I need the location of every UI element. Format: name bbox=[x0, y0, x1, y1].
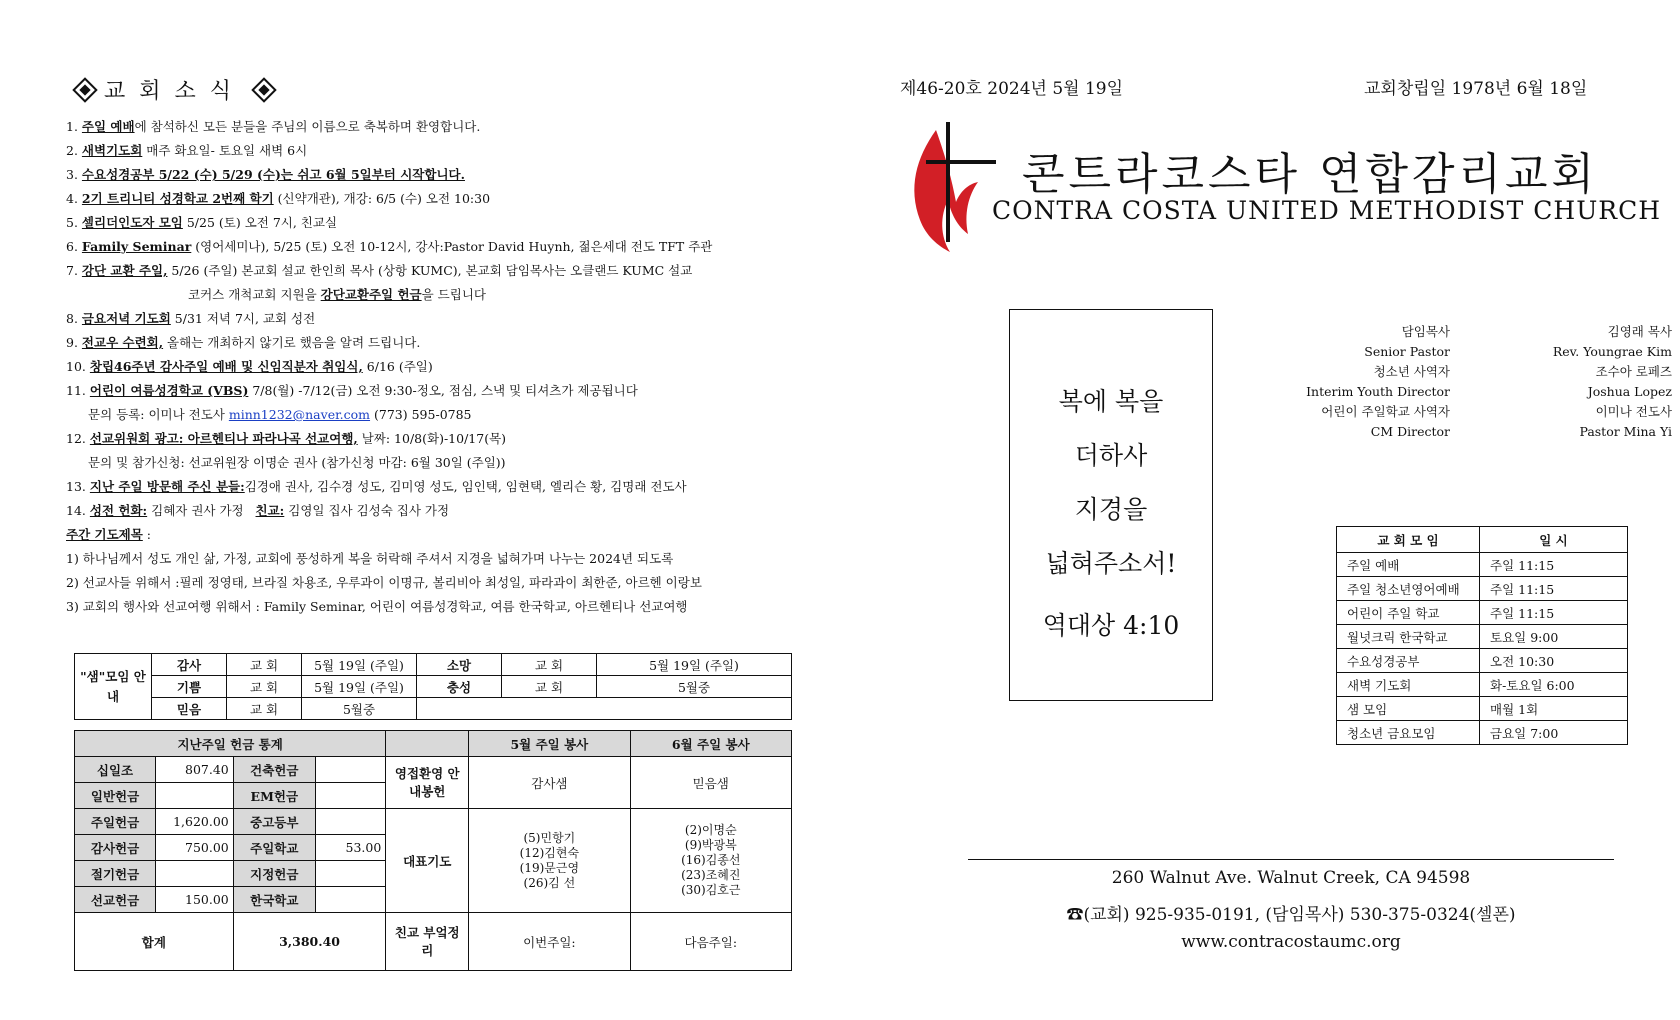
greet-may: 감사샘 bbox=[469, 757, 630, 809]
verse-reference: 역대상 4:10 bbox=[1042, 611, 1180, 640]
offering-value: 1,620.00 bbox=[156, 809, 234, 835]
may-service-head: 5월 주일 봉사 bbox=[469, 731, 630, 757]
offering-label: 건축헌금 bbox=[233, 757, 315, 783]
issue-date: 제46-20호 2024년 5월 19일 bbox=[900, 79, 1124, 99]
prayer-item: 2) 선교사들 위해서 :필레 정영태, 브라질 차용조, 우루과이 이명규, 볼리비아 최성일, 파라과이 최한준, 아르헨 이랑보 bbox=[66, 575, 702, 590]
greet-june: 믿음샘 bbox=[630, 757, 791, 809]
meeting-name: 월넛크릭 한국학교 bbox=[1337, 625, 1480, 649]
news-item: 2. 새벽기도회 매주 화요일- 토요일 새벽 6시 bbox=[66, 143, 308, 158]
sam-cell: 감사 bbox=[152, 654, 227, 676]
sam-cell: 5월 19일 (주일) bbox=[597, 654, 792, 676]
meeting-row bbox=[1337, 577, 1628, 601]
news-item: 5. 셀리더인도자 모임 5/25 (토) 오전 7시, 친교실 bbox=[66, 215, 338, 230]
staff-name: Joshua Lopez bbox=[1587, 384, 1672, 399]
offering-value bbox=[156, 783, 234, 809]
offering-label: 주일학교 bbox=[233, 835, 315, 861]
service-corner bbox=[386, 731, 469, 757]
vbs-contact: 문의 등록: 이미나 전도사 minn1232@naver.com (773) 595-0785 bbox=[88, 407, 472, 422]
fellowship-june: 다음주일: bbox=[630, 913, 791, 971]
staff-role: 담임목사 bbox=[1401, 324, 1450, 339]
sam-cell: 교 회 bbox=[227, 676, 302, 698]
sam-label: "샘"모임 안내 bbox=[75, 654, 152, 720]
offering-value bbox=[315, 809, 385, 835]
staff-name: 이미나 전도사 bbox=[1595, 404, 1672, 419]
staff-list bbox=[1290, 322, 1672, 442]
offering-label: 한국학교 bbox=[233, 887, 315, 913]
news-item-13: 13. 지난 주일 방문해 주신 분들:김경애 권사, 김수경 성도, 김미영 성도, 임인택, 임현택, 엘리슨 황, 김명래 전도사 bbox=[66, 479, 687, 494]
meeting-name: 청소년 금요모임 bbox=[1337, 721, 1480, 745]
cross-flame-logo bbox=[906, 118, 1006, 258]
verse-line: 복에 복을 bbox=[1058, 387, 1164, 416]
greet-label: 영접환영 안내봉헌 bbox=[386, 757, 469, 809]
offering-label: 절기헌금 bbox=[75, 861, 156, 887]
news-title: 교회소식 bbox=[66, 74, 796, 105]
footer-divider bbox=[968, 859, 1614, 860]
staff-row bbox=[1290, 322, 1672, 342]
prayer-list bbox=[66, 547, 796, 619]
prayer-leader-may: (5)민항기 (12)김현숙 (19)문근영 (26)김 선 bbox=[469, 809, 630, 913]
news-item: 4. 2기 트리니티 성경학교 2번째 학기 (신약개관), 개강: 6/5 (수) 오전 10:30 bbox=[66, 191, 491, 206]
sam-cell: 5월 19일 (주일) bbox=[302, 654, 417, 676]
verse-line: 더하사 bbox=[1074, 441, 1148, 470]
offering-value bbox=[315, 783, 385, 809]
meeting-name: 샘 모임 bbox=[1337, 697, 1480, 721]
offering-value bbox=[156, 861, 234, 887]
offering-label: 일반헌금 bbox=[75, 783, 156, 809]
founding-date: 교회창립일 1978년 6월 18일 bbox=[1364, 79, 1588, 99]
meeting-name: 주일 청소년영어예배 bbox=[1337, 577, 1480, 601]
church-address: 260 Walnut Ave. Walnut Creek, CA 94598 bbox=[1111, 868, 1471, 888]
meeting-row bbox=[1337, 601, 1628, 625]
church-news bbox=[66, 70, 796, 619]
sam-cell: 교 회 bbox=[502, 654, 597, 676]
offering-value: 150.00 bbox=[156, 887, 234, 913]
meeting-row bbox=[1337, 673, 1628, 697]
prayer-item: 3) 교회의 행사와 선교여행 위해서 : Family Seminar, 어린이 여름성경학교, 여름 한국학교, 아르헨티나 선교여행 bbox=[66, 599, 688, 614]
staff-role: CM Director bbox=[1370, 424, 1450, 439]
news-item-14: 14. 성전 헌화: 김혜자 권사 가정 친교: 김영일 집사 김성숙 집사 가정 bbox=[66, 503, 450, 518]
news-item: 7. 강단 교환 주일, 5/26 (주일) 본교회 설교 한인희 목사 (상항 KUMC), 본교회 담임목사는 오클랜드 KUMC 설교 bbox=[66, 263, 693, 278]
staff-row bbox=[1290, 382, 1672, 402]
sam-cell: 소망 bbox=[417, 654, 502, 676]
news-item: 9. 전교우 수련회, 올해는 개최하지 않기로 했음을 알려 드립니다. bbox=[66, 335, 421, 350]
staff-row bbox=[1290, 342, 1672, 362]
meeting-time: 화-토요일 6:00 bbox=[1480, 673, 1628, 697]
meeting-name: 새벽 기도회 bbox=[1337, 673, 1480, 697]
church-phone: ☎(교회) 925-935-0191, (담임목사) 530-375-0324(셀폰) bbox=[1066, 905, 1516, 925]
offering-label: 선교헌금 bbox=[75, 887, 156, 913]
sam-cell: 교 회 bbox=[227, 654, 302, 676]
news-item: 코커스 개척교회 지원을 강단교환주일 헌금을 드립니다 bbox=[188, 287, 486, 302]
staff-row bbox=[1290, 402, 1672, 422]
offering-value bbox=[315, 887, 385, 913]
meeting-row bbox=[1337, 553, 1628, 577]
meeting-row bbox=[1337, 625, 1628, 649]
diamond-icon bbox=[251, 77, 276, 102]
prayer-heading: 주간 기도제목 : bbox=[66, 527, 151, 542]
sam-cell: 기쁨 bbox=[152, 676, 227, 698]
prayer-leader-label: 대표기도 bbox=[386, 809, 469, 913]
sam-cell: 믿음 bbox=[152, 698, 227, 720]
news-item: 11. 어린이 여름성경학교 (VBS) 7/8(월) -7/12(금) 오전 9:30-정오, 점심, 스낵 및 티셔츠가 제공됩니다 bbox=[66, 383, 638, 398]
meeting-time: 오전 10:30 bbox=[1480, 649, 1628, 673]
diamond-icon bbox=[72, 77, 97, 102]
verse-line: 지경을 bbox=[1074, 495, 1148, 524]
staff-role: 청소년 사역자 bbox=[1373, 364, 1450, 379]
total-value: 3,380.40 bbox=[233, 913, 386, 971]
sam-cell: 충성 bbox=[417, 676, 502, 698]
news-items bbox=[66, 115, 796, 403]
offering-head: 지난주일 헌금 통계 bbox=[75, 731, 386, 757]
sam-cell: 교 회 bbox=[502, 676, 597, 698]
meeting-time: 주일 11:15 bbox=[1480, 601, 1628, 625]
sam-cell: 5월중 bbox=[302, 698, 417, 720]
time-head: 일 시 bbox=[1480, 527, 1628, 553]
staff-role: Interim Youth Director bbox=[1306, 384, 1450, 399]
staff-role: Senior Pastor bbox=[1364, 344, 1450, 359]
news-item: 1. 주일 예배에 참석하신 모든 분들을 주님의 이름으로 축복하며 환영합니다. bbox=[66, 119, 481, 134]
staff-name: 김영래 목사 bbox=[1607, 324, 1672, 339]
sam-meeting-table bbox=[74, 653, 792, 720]
offering-label: 감사헌금 bbox=[75, 835, 156, 861]
offering-label: EM헌금 bbox=[233, 783, 315, 809]
total-label: 합계 bbox=[75, 913, 234, 971]
staff-role: 어린이 주일학교 사역자 bbox=[1321, 404, 1450, 419]
staff-row bbox=[1290, 422, 1672, 442]
meeting-name: 수요성경공부 bbox=[1337, 649, 1480, 673]
offering-value bbox=[315, 861, 385, 887]
verse-box bbox=[1009, 309, 1213, 701]
meeting-row bbox=[1337, 697, 1628, 721]
prayer-item: 1) 하나님께서 성도 개인 삶, 가정, 교회에 풍성하게 복을 허락해 주셔서 지경을 넓혀가며 나누는 2024년 되도록 bbox=[66, 551, 674, 566]
offering-value: 807.40 bbox=[156, 757, 234, 783]
meeting-head: 교 회 모 임 bbox=[1337, 527, 1480, 553]
offering-label: 지정헌금 bbox=[233, 861, 315, 887]
sam-cell: 5월 19일 (주일) bbox=[302, 676, 417, 698]
news-item: 8. 금요저녁 기도회 5/31 저녁 7시, 교회 성전 bbox=[66, 311, 316, 326]
offering-value: 53.00 bbox=[315, 835, 385, 861]
staff-name: 조수아 로페즈 bbox=[1595, 364, 1672, 379]
vbs-email-link[interactable]: minn1232@naver.com bbox=[228, 407, 371, 422]
news-item: 3. 수요성경공부 5/22 (수) 5/29 (수)는 쉬고 6월 5일부터 시작합니다. bbox=[66, 167, 465, 182]
fellowship-label: 친교 부엌정리 bbox=[386, 913, 469, 971]
meeting-schedule-table bbox=[1336, 526, 1628, 745]
staff-row bbox=[1290, 362, 1672, 382]
offering-label: 십일조 bbox=[75, 757, 156, 783]
meeting-time: 주일 11:15 bbox=[1480, 553, 1628, 577]
offering-table bbox=[74, 730, 792, 971]
meeting-time: 토요일 9:00 bbox=[1480, 625, 1628, 649]
church-name-korean: 콘트라코스타 연합감리교회 bbox=[1022, 149, 1599, 200]
sam-cell-empty bbox=[417, 698, 792, 720]
sam-cell: 교 회 bbox=[227, 698, 302, 720]
offering-label: 주일헌금 bbox=[75, 809, 156, 835]
sam-cell: 5월중 bbox=[597, 676, 792, 698]
church-name-english: CONTRA COSTA UNITED METHODIST CHURCH bbox=[992, 196, 1662, 225]
prayer-leader-june: (2)이명순 (9)박광복 (16)김종선 (23)조혜진 (30)김호근 bbox=[630, 809, 791, 913]
june-service-head: 6월 주일 봉사 bbox=[630, 731, 791, 757]
offering-value bbox=[315, 757, 385, 783]
offering-value: 750.00 bbox=[156, 835, 234, 861]
meeting-name: 주일 예배 bbox=[1337, 553, 1480, 577]
fellowship-may: 이번주일: bbox=[469, 913, 630, 971]
news-item: 10. 창립46주년 감사주일 예배 및 신임직분자 취임식, 6/16 (주일) bbox=[66, 359, 433, 374]
meeting-time: 금요일 7:00 bbox=[1480, 721, 1628, 745]
staff-name: Rev. Youngrae Kim bbox=[1552, 344, 1672, 359]
offering-label: 중고등부 bbox=[233, 809, 315, 835]
church-website[interactable]: www.contracostaumc.org bbox=[1181, 932, 1401, 952]
meeting-row bbox=[1337, 721, 1628, 745]
news-item-12: 12. 선교위원회 광고: 아르헨티나 파라나곡 선교여행, 날짜: 10/8(화)-10/17(목) bbox=[66, 431, 507, 446]
news-item: 6. Family Seminar (영어세미나), 5/25 (토) 오전 10-12시, 강사:Pastor David Huynh, 젊은세대 전도 TFT 주관 bbox=[66, 239, 713, 254]
meeting-time: 주일 11:15 bbox=[1480, 577, 1628, 601]
meeting-row bbox=[1337, 649, 1628, 673]
meeting-name: 어린이 주일 학교 bbox=[1337, 601, 1480, 625]
staff-name: Pastor Mina Yi bbox=[1579, 424, 1672, 439]
meeting-time: 매월 1회 bbox=[1480, 697, 1628, 721]
verse-line: 넓혀주소서! bbox=[1045, 549, 1177, 578]
mission-contact: 문의 및 참가신청: 선교위원장 이명순 권사 (참가신청 마감: 6월 30일 (주일)) bbox=[88, 455, 506, 470]
